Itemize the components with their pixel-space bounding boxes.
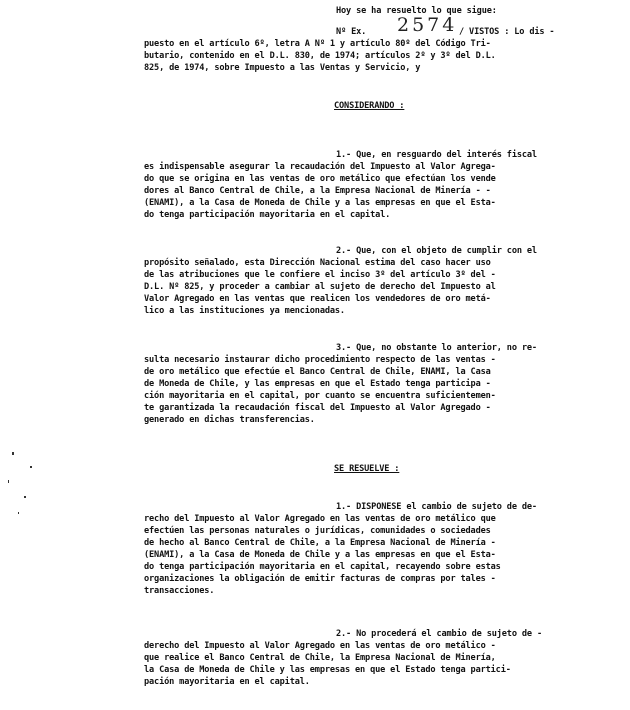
considerando-p3-line: ción mayoritaria en el capital, por cuanto se encuentra suficientemen- <box>144 391 496 401</box>
considerando-p3-first: 3.- Que, no obstante lo anterior, no re- <box>336 343 537 353</box>
resuelvo-r2-first: 2.- No procederá el cambio de sujeto de - <box>336 629 542 639</box>
considerando-p2-line: Valor Agregado en las ventas que realicen los vendedores de oro metá- <box>144 294 491 304</box>
resuelvo-r2-line: derecho del Impuesto al Valor Agregado en las ventas de oro metálico - <box>144 641 496 651</box>
resuelvo-r1-line: de hecho al Banco Central de Chile, a la Empresa Nacional de Minería - <box>144 538 496 548</box>
considerando-p2-first: 2.- Que, con el objeto de cumplir con el <box>336 246 537 256</box>
considerando-p3-line: de Moneda de Chile, y las empresas en que el Estado tenga participa - <box>144 379 491 389</box>
considerando-p3-line: generado en dichas transferencias. <box>144 415 315 425</box>
resuelvo-r2-line: pación mayoritaria en el capital. <box>144 677 310 687</box>
resuelvo-r1-line: transacciones. <box>144 586 215 596</box>
scan-speck <box>24 496 26 498</box>
resuelvo-heading: SE RESUELVE : <box>334 464 400 474</box>
resuelvo-r1-line: efectúen las personas naturales o jurídicas, comunidades o sociedades <box>144 526 491 536</box>
considerando-p2-line: lico a las instituciones ya mencionadas. <box>144 306 345 316</box>
vistos-line: / VISTOS : Lo dis - <box>459 27 555 37</box>
considerando-p1-line: dores al Banco Central de Chile, a la Empresa Nacional de Minería - - <box>144 186 491 196</box>
scan-speck <box>30 466 32 468</box>
resuelvo-r1-line: organizaciones la obligación de emitir facturas de compras por tales - <box>144 574 496 584</box>
resolution-number-label: Nº Ex. <box>336 27 367 37</box>
resuelvo-r1-line: recho del Impuesto al Valor Agregado en las ventas de oro metálico que <box>144 514 496 524</box>
considerando-p3-line: de oro metálico que efectúe el Banco Central de Chile, ENAMI, la Casa <box>144 367 491 377</box>
scan-speck <box>8 480 9 483</box>
considerando-p1-line: es indispensable asegurar la recaudación del Impuesto al Valor Agrega- <box>144 162 496 172</box>
considerando-p1-first: 1.- Que, en resguardo del interés fiscal <box>336 150 537 160</box>
resuelvo-r2-line: la Casa de Moneda de Chile y las empresas en que el Estado tenga partici- <box>144 665 511 675</box>
considerando-p2-line: propósito señalado, esta Dirección Nacional estima del caso hacer uso <box>144 258 491 268</box>
considerando-p1-line: do tenga participación mayoritaria en el capital. <box>144 210 391 220</box>
considerando-p1-line: do que se origina en las ventas de oro metálico que efectúan los vende <box>144 174 496 184</box>
resuelvo-r1-line: (ENAMI), a la Casa de Moneda de Chile y a las empresas en que el Esta- <box>144 550 496 560</box>
considerando-p1-line: (ENAMI), a la Casa de Moneda de Chile y a las empresas en que el Esta- <box>144 198 496 208</box>
resuelvo-r2-line: que realice el Banco Central de Chile, la Empresa Nacional de Minería, <box>144 653 496 663</box>
intro-line: Hoy se ha resuelto lo que sigue: <box>336 6 497 16</box>
vistos-line-2: butario, contenido en el D.L. 830, de 1974; artículos 2º y 3º del D.L. <box>144 51 496 61</box>
resuelvo-r1-line: do tenga participación mayoritaria en el capital, recayendo sobre estas <box>144 562 501 572</box>
resolution-number-stamp: 2574 <box>397 14 458 36</box>
considerando-p3-line: sulta necesario instaurar dicho procedimiento respecto de las ventas - <box>144 355 496 365</box>
scan-speck <box>18 512 19 514</box>
considerando-p2-line: de las atribuciones que le confiere el inciso 3º del artículo 3º del - <box>144 270 496 280</box>
vistos-line-3: 825, de 1974, sobre Impuesto a las Ventas y Servicio, y <box>144 63 421 73</box>
considerando-heading: CONSIDERANDO : <box>334 101 405 111</box>
vistos-line-1: puesto en el artículo 6º, letra A Nº 1 y artículo 80º del Código Tri- <box>144 39 491 49</box>
considerando-p3-line: te garantizada la recaudación fiscal del Impuesto al Valor Agregado - <box>144 403 491 413</box>
resuelvo-r1-first: 1.- DISPONESE el cambio de sujeto de de- <box>336 502 537 512</box>
considerando-p2-line: D.L. Nº 825, y proceder a cambiar al sujeto de derecho del Impuesto al <box>144 282 496 292</box>
scan-speck <box>12 452 14 455</box>
